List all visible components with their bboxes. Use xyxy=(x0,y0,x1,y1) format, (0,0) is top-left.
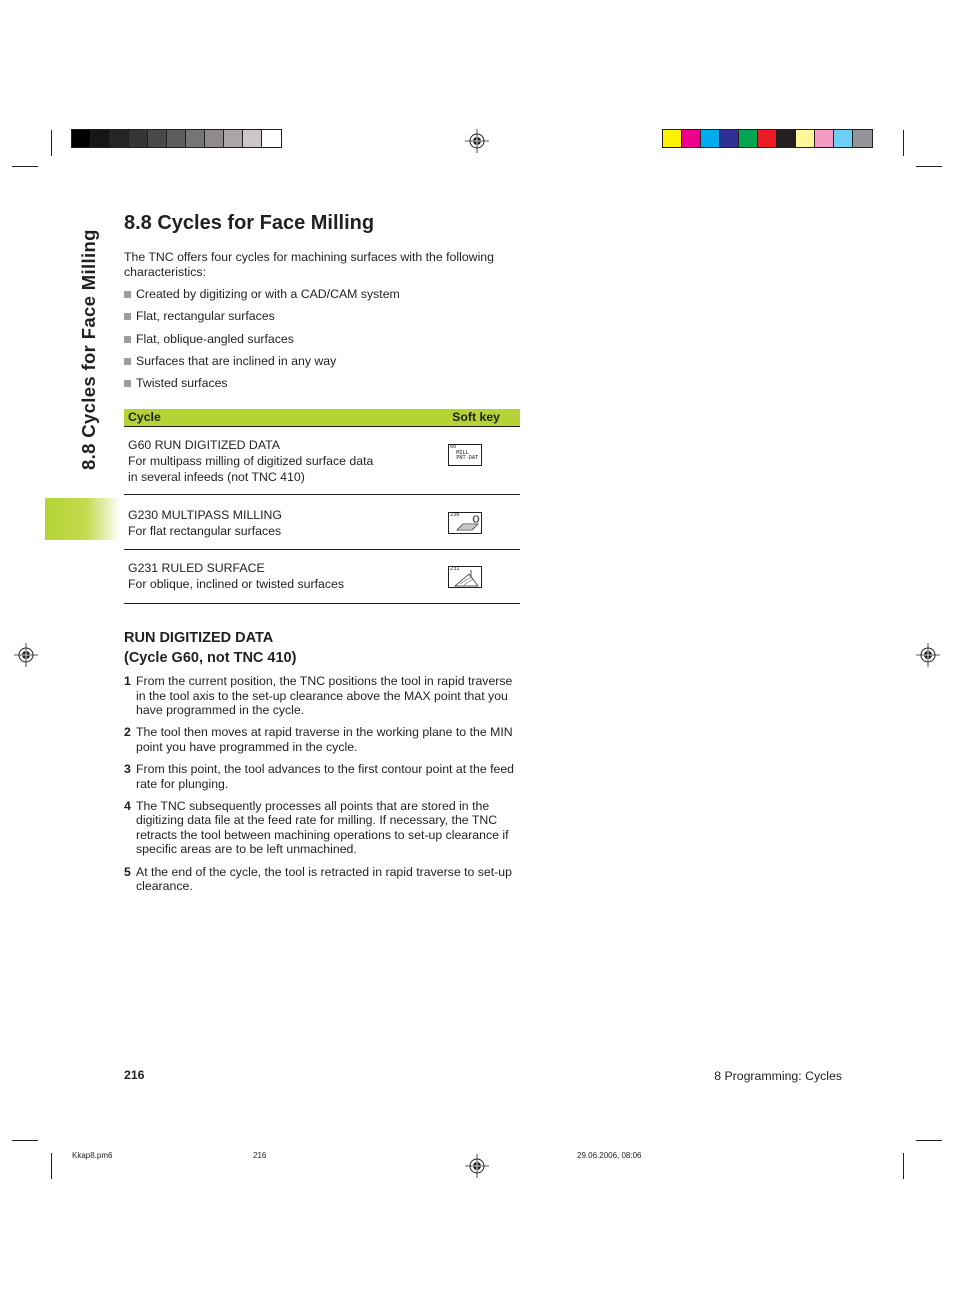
slug-page: 216 xyxy=(253,1151,267,1160)
color-swatch xyxy=(167,130,186,147)
crop-mark xyxy=(903,130,904,156)
color-swatch xyxy=(663,130,682,147)
registration-mark-icon xyxy=(465,129,489,153)
list-item: Twisted surfaces xyxy=(124,376,400,398)
column-header-cycle: Cycle xyxy=(128,410,161,424)
color-swatch xyxy=(243,130,262,147)
color-swatch xyxy=(701,130,720,147)
color-swatch xyxy=(777,130,796,147)
list-item: 5 At the end of the cycle, the tool is retracted in rapid traverse to set-up clearance. xyxy=(124,864,512,894)
page-title: 8.8 Cycles for Face Milling xyxy=(124,212,375,234)
crop-mark xyxy=(12,166,38,167)
registration-mark-icon xyxy=(465,1154,489,1178)
grayscale-color-bar xyxy=(71,129,282,148)
bullet-square-icon xyxy=(124,336,131,343)
color-swatch xyxy=(834,130,853,147)
procedure-steps xyxy=(124,674,520,901)
process-color-bar xyxy=(662,129,873,148)
color-swatch xyxy=(91,130,110,147)
chapter-side-tab xyxy=(45,498,120,540)
table-row: G231 RULED SURFACE For oblique, inclined or twisted surfaces 231 xyxy=(124,550,520,604)
color-swatch xyxy=(758,130,777,147)
crop-mark xyxy=(51,1153,52,1179)
table-header xyxy=(124,409,520,427)
color-swatch xyxy=(720,130,739,147)
softkey-mill-pnt-dat[interactable]: 60 MILL PNT-DAT xyxy=(448,444,482,466)
list-item: Flat, oblique-angled surfaces xyxy=(124,332,400,354)
crop-mark xyxy=(916,1140,942,1141)
bullet-square-icon xyxy=(124,380,131,387)
color-swatch xyxy=(110,130,129,147)
bullet-square-icon xyxy=(124,358,131,365)
softkey-ruled-surface[interactable]: 231 xyxy=(448,566,482,588)
slug-timestamp: 29.06.2006, 08:06 xyxy=(577,1151,642,1160)
crop-mark xyxy=(916,166,942,167)
list-item: 2 The tool then moves at rapid traverse in the working plane to the MIN point you have programmed in the cycle. xyxy=(124,725,513,754)
color-swatch xyxy=(262,130,281,147)
color-swatch xyxy=(148,130,167,147)
cycle-table xyxy=(124,409,520,604)
column-header-softkey: Soft key xyxy=(452,410,500,424)
color-swatch xyxy=(72,130,91,147)
softkey-multipass-milling[interactable]: 230 xyxy=(448,512,482,534)
page-number: 216 xyxy=(124,1068,145,1082)
slug-filename: Kkap8.pm6 xyxy=(72,1151,113,1160)
list-item: 3 From this point, the tool advances to the first contour point at the feed rate for plunging. xyxy=(124,761,515,791)
ruled-surface-icon xyxy=(449,567,483,589)
bullet-square-icon xyxy=(124,313,131,320)
color-swatch xyxy=(186,130,205,147)
registration-mark-icon xyxy=(14,643,38,667)
color-swatch xyxy=(739,130,758,147)
color-swatch xyxy=(682,130,701,147)
bullet-square-icon xyxy=(124,291,131,298)
characteristics-list xyxy=(124,287,400,398)
color-swatch xyxy=(129,130,148,147)
table-row: G230 MULTIPASS MILLING For flat rectangular surfaces 230 xyxy=(124,495,520,550)
chapter-footer: 8 Programming: Cycles xyxy=(714,1069,842,1083)
color-swatch xyxy=(224,130,243,147)
color-swatch xyxy=(205,130,224,147)
color-swatch xyxy=(796,130,815,147)
list-item: 4 The TNC subsequently processes all points that are stored in the digitizing data file at the feed rate for milling. If necessary, the TNC retracts the tool between machining operations to set-up clearance if specific areas are to be left unmachined. xyxy=(124,798,509,857)
crop-mark xyxy=(903,1153,904,1179)
multipass-milling-icon xyxy=(449,513,483,535)
registration-mark-icon xyxy=(916,643,940,667)
intro-paragraph: The TNC offers four cycles for machining surfaces with the following characteristics: xyxy=(124,250,494,279)
crop-mark xyxy=(12,1140,38,1141)
list-item: 1 From the current position, the TNC positions the tool in rapid traverse in the tool axis to the set-up clearance above the MAX point that you have programmed in the cycle. xyxy=(124,674,513,718)
section-title: RUN DIGITIZED DATA (Cycle G60, not TNC 410) xyxy=(124,630,297,666)
color-swatch xyxy=(815,130,834,147)
side-section-title: 8.8 Cycles for Face Milling xyxy=(78,229,99,470)
list-item: Created by digitizing or with a CAD/CAM system xyxy=(124,287,400,309)
list-item: Flat, rectangular surfaces xyxy=(124,309,400,331)
color-swatch xyxy=(853,130,872,147)
table-row: G60 RUN DIGITIZED DATA For multipass milling of digitized surface data in several infeeds (not TNC 410) 60 MILL PNT-DAT xyxy=(124,427,520,495)
crop-mark xyxy=(51,130,52,156)
list-item: Surfaces that are inclined in any way xyxy=(124,354,400,376)
